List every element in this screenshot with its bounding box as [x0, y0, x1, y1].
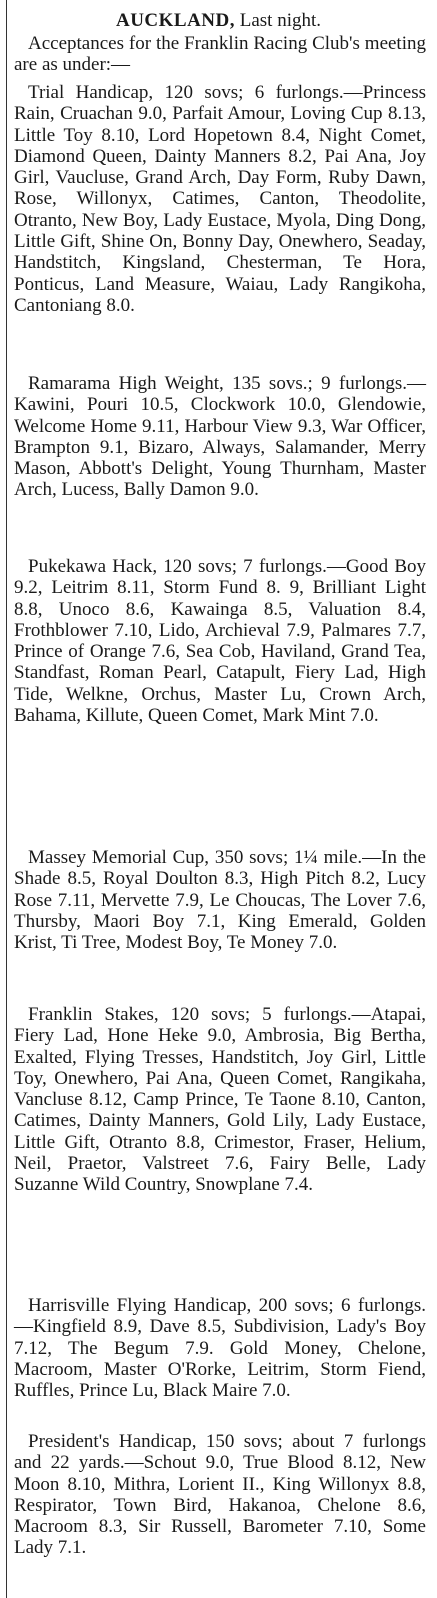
- intro-paragraph: Acceptances for the Franklin Racing Club's meeting are as under:—: [14, 33, 426, 76]
- column-rule: [6, 0, 7, 1598]
- dateline-time: Last night.: [239, 10, 322, 31]
- race-massey-memorial-cup: Massey Memorial Cup, 350 sovs; 1¼ mile.—In the Shade 8.5, Royal Doulton 8.3, High Pitch 8.2, Lucy Rose 7.11, Mervette 7.9, Le Choucas, The Lover 7.6, Thursby, Maori Boy 7.1, King Emerald, Golden Krist, Ti Tree, Modest Boy, Te Money 7.0.: [14, 847, 426, 954]
- race-harrisville-flying-handicap: Harrisville Flying Handicap, 200 sovs; 6 furlongs.—Kingfield 8.9, Dave 8.5, Subdivision, Lady's Boy 7.12, The Begum 7.9. Gold Money, Chelone, Macroom, Master O'Rorke, Leitrim, Storm Fiend, Ruffles, Prince Lu, Black Maire 7.0.: [14, 1295, 426, 1402]
- race-trial-handicap: Trial Handicap, 120 sovs; 6 furlongs.—Princess Rain, Cruachan 9.0, Parfait Amour, Loving Cup 8.13, Little Toy 8.10, Lord Hopetown 8.4, Night Comet, Diamond Queen, Dainty Manners 8.2, Pai Ana, Joy Girl, Vaucluse, Grand Arch, Day Form, Ruby Dawn, Rose, Willonyx, Catimes, Canton, Theodolite, Otranto, New Boy, Lady Eustace, Myola, Ding Dong, Little Gift, Shine On, Bonny Day, Onewhero, Seaday, Handstitch, Kingsland, Chesterman, Te Hora, Ponticus, Land Measure, Waiau, Lady Rangikoha, Cantoniang 8.0.: [14, 82, 426, 316]
- dateline: [0, 10, 437, 32]
- dateline-place: AUCKLAND,: [115, 10, 235, 31]
- race-franklin-stakes: Franklin Stakes, 120 sovs; 5 furlongs.—Atapai, Fiery Lad, Hone Heke 9.0, Ambrosia, Big Bertha, Exalted, Flying Tresses, Handstitch, Joy Girl, Little Toy, Onewhero, Pai Ana, Queen Comet, Rangikaha, Vancluse 8.12, Camp Prince, Te Taone 8.10, Canton, Catimes, Dainty Manners, Gold Lily, Lady Eustace, Little Gift, Otranto 8.8, Crimestor, Fraser, Helium, Neil, Praetor, Valstreet 7.6, Fairy Belle, Lady Suzanne Wild Country, Snowplane 7.4.: [14, 1004, 426, 1196]
- race-presidents-handicap: President's Handicap, 150 sovs; about 7 furlongs and 22 yards.—Schout 9.0, True Blood 8.12, New Moon 8.10, Mithra, Lorient II., King Willonyx 8.8, Respirator, Town Bird, Hakanoa, Chelone 8.6, Macroom 8.3, Sir Russell, Barometer 7.10, Some Lady 7.1.: [14, 1431, 426, 1559]
- race-pukekawa-hack: Pukekawa Hack, 120 sovs; 7 furlongs.—Good Boy 9.2, Leitrim 8.11, Storm Fund 8. 9, Brilliant Light 8.8, Unoco 8.6, Kawainga 8.5, Valuation 8.4, Frothblower 7.10, Lido, Archieval 7.9, Palmares 7.7, Prince of Orange 7.6, Sea Cob, Haviland, Grand Tea, Standfast, Roman Pearl, Catapult, Fiery Lad, High Tide, Welkne, Orchus, Master Lu, Crown Arch, Bahama, Killute, Queen Comet, Mark Mint 7.0.: [14, 556, 426, 727]
- race-ramarama-high-weight: Ramarama High Weight, 135 sovs.; 9 furlongs.—Kawini, Pouri 10.5, Clockwork 10.0, Glendowie, Welcome Home 9.11, Harbour View 9.3, War Officer, Brampton 9.1, Bizaro, Always, Salamander, Merry Mason, Abbott's Delight, Young Thurnham, Master Arch, Lucess, Bally Damon 9.0.: [14, 373, 426, 501]
